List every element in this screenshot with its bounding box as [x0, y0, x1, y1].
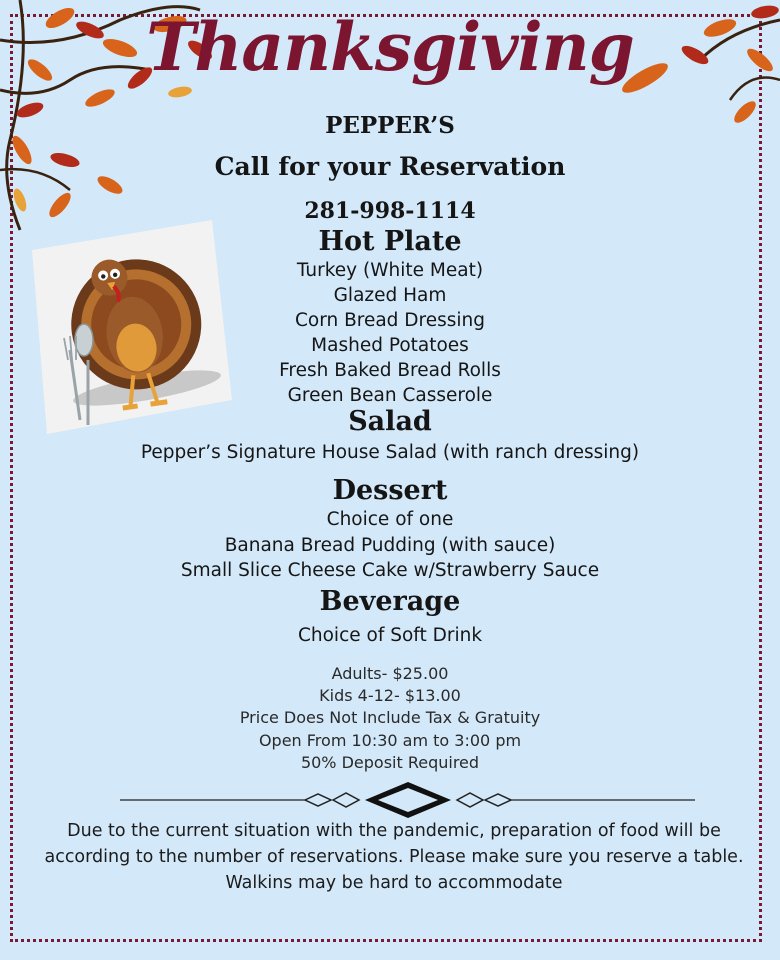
menu-item: Mashed Potatoes	[311, 335, 469, 356]
menu-item: Pepper’s Signature House Salad (with ranch dressing)	[140, 442, 640, 463]
price-kids: Kids 4-12- $13.00	[319, 686, 461, 705]
section-heading-dessert: Dessert	[332, 475, 448, 506]
menu-item: Corn Bread Dressing	[294, 310, 486, 331]
menu-item: Choice of Soft Drink	[297, 625, 483, 646]
menu-item: Banana Bread Pudding (with sauce)	[224, 535, 556, 556]
menu-item: Fresh Baked Bread Rolls	[279, 360, 501, 381]
deposit-note: 50% Deposit Required	[300, 753, 480, 772]
tax-note: Price Does Not Include Tax & Gratuity	[239, 708, 541, 727]
ornamental-divider	[120, 780, 695, 820]
page-title: Thanksgiving	[146, 8, 634, 86]
opening-hours: Open From 10:30 am to 3:00 pm	[258, 731, 522, 750]
section-heading-hot-plate: Hot Plate	[318, 226, 462, 257]
phone-number: 281-998-1114	[304, 198, 476, 224]
reservation-callout: Call for your Reservation	[214, 152, 566, 181]
menu-item: Small Slice Cheese Cake w/Strawberry Sauce	[180, 560, 600, 581]
menu-item: Green Bean Casserole	[287, 385, 493, 406]
section-heading-beverage: Beverage	[319, 586, 461, 617]
price-adults: Adults- $25.00	[331, 664, 449, 683]
restaurant-name: PEPPER’S	[325, 112, 455, 139]
menu-item: Glazed Ham	[333, 285, 447, 306]
section-heading-salad: Salad	[348, 406, 432, 437]
menu-item: Turkey (White Meat)	[296, 260, 484, 281]
menu-item: Choice of one	[326, 509, 454, 530]
pandemic-notice: Due to the current situation with the pandemic, preparation of food will be according to the number of reservations. Please make sure you reserve a table. Walkins may be hard to accommodate	[44, 821, 744, 893]
